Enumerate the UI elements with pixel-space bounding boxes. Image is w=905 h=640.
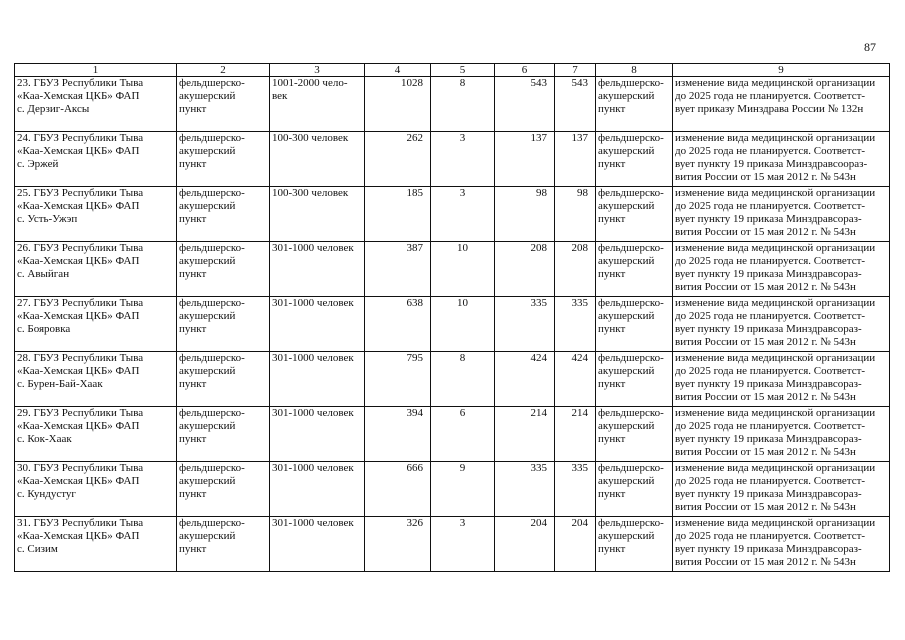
table-row	[15, 352, 890, 407]
facility-name-cell: 25. ГБУЗ Республики Тыва «Каа-Хемская ЦКБ» ФАП с. Усть-Ужэп	[15, 187, 177, 242]
population-cell: 638	[365, 297, 431, 352]
planned-type-cell: фельдшерско- акушерский пункт	[596, 407, 673, 462]
planned-type-cell: фельдшерско- акушерский пункт	[596, 77, 673, 132]
value-cell: 424	[555, 352, 596, 407]
facility-name-cell: 27. ГБУЗ Республики Тыва «Каа-Хемская ЦКБ» ФАП с. Бояровка	[15, 297, 177, 352]
table-body	[15, 77, 890, 572]
value-cell: 137	[495, 132, 555, 187]
value-cell: 98	[555, 187, 596, 242]
planned-type-cell: фельдшерско- акушерский пункт	[596, 297, 673, 352]
value-cell: 3	[431, 517, 495, 572]
value-cell: 8	[431, 352, 495, 407]
note-cell: изменение вида медицинской организации до 2025 года не планируется. Соответст- вует пункту 19 приказа Минздравсораз- вития России от 15 мая 2012 г. № 543н	[673, 462, 890, 517]
population-group-cell: 301-1000 человек	[270, 297, 365, 352]
column-header: 5	[431, 64, 495, 77]
population-group-cell: 301-1000 человек	[270, 352, 365, 407]
planned-type-cell: фельдшерско- акушерский пункт	[596, 187, 673, 242]
population-cell: 795	[365, 352, 431, 407]
facility-type-cell: фельдшерско- акушерский пункт	[177, 132, 270, 187]
facility-name-cell: 23. ГБУЗ Республики Тыва «Каа-Хемская ЦКБ» ФАП с. Дерзиг-Аксы	[15, 77, 177, 132]
facility-name-cell: 29. ГБУЗ Республики Тыва «Каа-Хемская ЦКБ» ФАП с. Кок-Хаак	[15, 407, 177, 462]
planned-type-cell: фельдшерско- акушерский пункт	[596, 517, 673, 572]
value-cell: 208	[555, 242, 596, 297]
planned-type-cell: фельдшерско- акушерский пункт	[596, 462, 673, 517]
population-cell: 666	[365, 462, 431, 517]
note-cell: изменение вида медицинской организации до 2025 года не планируется. Соответст- вует пункту 19 приказа Минздравсораз- вития России от 15 мая 2012 г. № 543н	[673, 352, 890, 407]
column-header: 9	[673, 64, 890, 77]
facility-type-cell: фельдшерско- акушерский пункт	[177, 297, 270, 352]
planned-type-cell: фельдшерско- акушерский пункт	[596, 242, 673, 297]
population-group-cell: 301-1000 человек	[270, 242, 365, 297]
note-cell: изменение вида медицинской организации до 2025 года не планируется. Соответст- вует пункту 19 приказа Минздравсораз- вития России от 15 мая 2012 г. № 543н	[673, 517, 890, 572]
page-number: 87	[864, 40, 876, 54]
value-cell: 10	[431, 297, 495, 352]
facility-name-cell: 26. ГБУЗ Республики Тыва «Каа-Хемская ЦКБ» ФАП с. Авыйган	[15, 242, 177, 297]
population-group-cell: 301-1000 человек	[270, 407, 365, 462]
table-row	[15, 517, 890, 572]
population-group-cell: 301-1000 человек	[270, 517, 365, 572]
facility-name-cell: 30. ГБУЗ Республики Тыва «Каа-Хемская ЦКБ» ФАП с. Кундустуг	[15, 462, 177, 517]
population-cell: 394	[365, 407, 431, 462]
column-header: 1	[15, 64, 177, 77]
table-row	[15, 297, 890, 352]
population-group-cell: 301-1000 человек	[270, 462, 365, 517]
table-row	[15, 407, 890, 462]
column-header: 8	[596, 64, 673, 77]
value-cell: 214	[555, 407, 596, 462]
value-cell: 335	[555, 297, 596, 352]
value-cell: 137	[555, 132, 596, 187]
facility-name-cell: 28. ГБУЗ Республики Тыва «Каа-Хемская ЦКБ» ФАП с. Бурен-Бай-Хаак	[15, 352, 177, 407]
facility-type-cell: фельдшерско- акушерский пункт	[177, 77, 270, 132]
facilities-table	[14, 63, 890, 572]
value-cell: 543	[555, 77, 596, 132]
facility-type-cell: фельдшерско- акушерский пункт	[177, 462, 270, 517]
planned-type-cell: фельдшерско- акушерский пункт	[596, 132, 673, 187]
column-header: 4	[365, 64, 431, 77]
population-group-cell: 100-300 человек	[270, 132, 365, 187]
facility-type-cell: фельдшерско- акушерский пункт	[177, 352, 270, 407]
population-group-cell: 1001-2000 чело- век	[270, 77, 365, 132]
value-cell: 335	[495, 462, 555, 517]
value-cell: 335	[495, 297, 555, 352]
note-cell: изменение вида медицинской организации до 2025 года не планируется. Соответст- вует пункту 19 приказа Минздравсораз- вития России от 15 мая 2012 г. № 543н	[673, 242, 890, 297]
note-cell: изменение вида медицинской организации до 2025 года не планируется. Соответст- вует пункту 19 приказа Минздравсораз- вития России от 15 мая 2012 г. № 543н	[673, 187, 890, 242]
table-row	[15, 132, 890, 187]
facility-type-cell: фельдшерско- акушерский пункт	[177, 242, 270, 297]
value-cell: 9	[431, 462, 495, 517]
population-cell: 387	[365, 242, 431, 297]
facility-name-cell: 31. ГБУЗ Республики Тыва «Каа-Хемская ЦКБ» ФАП с. Сизим	[15, 517, 177, 572]
value-cell: 335	[555, 462, 596, 517]
value-cell: 208	[495, 242, 555, 297]
facility-type-cell: фельдшерско- акушерский пункт	[177, 517, 270, 572]
note-cell: изменение вида медицинской организации до 2025 года не планируется. Соответст- вует пункту 19 приказа Минздравсораз- вития России от 15 мая 2012 г. № 543н	[673, 297, 890, 352]
column-header: 7	[555, 64, 596, 77]
facility-type-cell: фельдшерско- акушерский пункт	[177, 187, 270, 242]
table-row	[15, 462, 890, 517]
population-group-cell: 100-300 человек	[270, 187, 365, 242]
value-cell: 8	[431, 77, 495, 132]
column-header: 3	[270, 64, 365, 77]
value-cell: 6	[431, 407, 495, 462]
value-cell: 204	[495, 517, 555, 572]
column-number-row	[15, 64, 890, 77]
value-cell: 3	[431, 132, 495, 187]
note-cell: изменение вида медицинской организации до 2025 года не планируется. Соответст- вует приказу Минздрава России № 132н	[673, 77, 890, 132]
value-cell: 424	[495, 352, 555, 407]
table-row	[15, 242, 890, 297]
table-row	[15, 77, 890, 132]
value-cell: 204	[555, 517, 596, 572]
population-cell: 262	[365, 132, 431, 187]
note-cell: изменение вида медицинской организации до 2025 года не планируется. Соответст- вует пункту 19 приказа Минздравсораз- вития России от 15 мая 2012 г. № 543н	[673, 407, 890, 462]
table-row	[15, 187, 890, 242]
column-header: 2	[177, 64, 270, 77]
planned-type-cell: фельдшерско- акушерский пункт	[596, 352, 673, 407]
population-cell: 185	[365, 187, 431, 242]
facility-type-cell: фельдшерско- акушерский пункт	[177, 407, 270, 462]
value-cell: 214	[495, 407, 555, 462]
note-cell: изменение вида медицинской организации до 2025 года не планируется. Соответст- вует пункту 19 приказа Минздравсоораз- вития России от 15 мая 2012 г. № 543н	[673, 132, 890, 187]
facility-name-cell: 24. ГБУЗ Республики Тыва «Каа-Хемская ЦКБ» ФАП с. Эржей	[15, 132, 177, 187]
column-header: 6	[495, 64, 555, 77]
value-cell: 10	[431, 242, 495, 297]
population-cell: 1028	[365, 77, 431, 132]
population-cell: 326	[365, 517, 431, 572]
value-cell: 98	[495, 187, 555, 242]
value-cell: 543	[495, 77, 555, 132]
value-cell: 3	[431, 187, 495, 242]
